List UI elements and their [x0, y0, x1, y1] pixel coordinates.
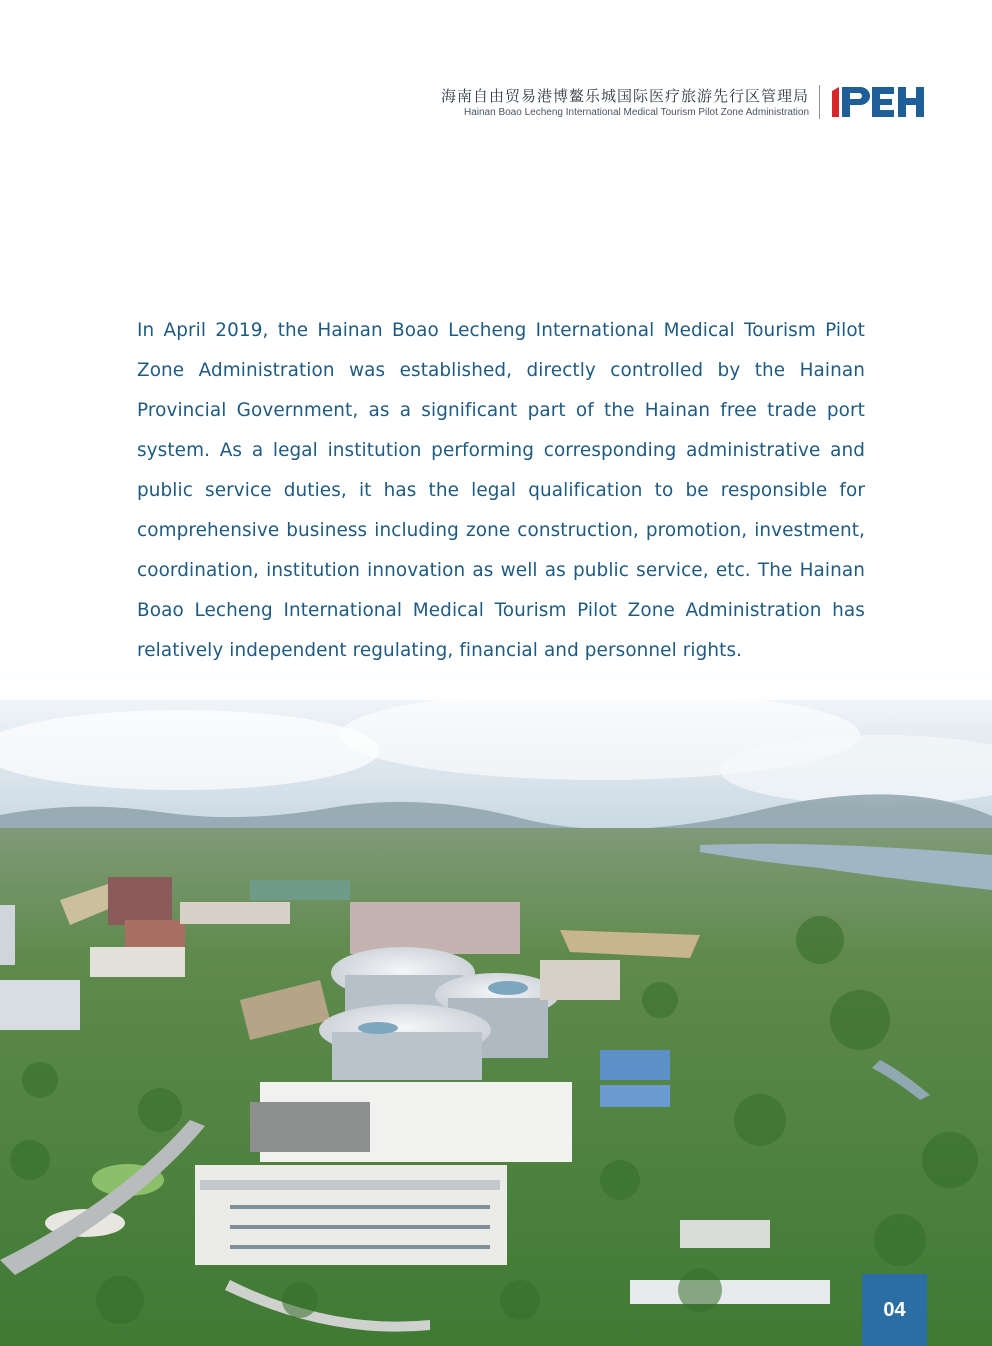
page-number-badge: 04 — [862, 1274, 927, 1346]
page-header — [441, 84, 926, 120]
ipeh-logo — [830, 85, 926, 119]
aerial-photo-lecheng — [0, 640, 992, 1346]
organization-name — [441, 86, 809, 119]
intro-paragraph: In April 2019, the Hainan Boao Lecheng International Medical Tourism Pilot Zone Administration was established, directly controlled by the Hainan Provincial Government, as a significant part of the Hainan free trade port system. As a legal institution performing corresponding administrative and public service duties, it has the legal qualification to be responsible for comprehensive business including zone construction, promotion, investment, coordination, institution innovation as well as public service, etc. The Hainan Boao Lecheng International Medical Tourism Pilot Zone Administration has relatively independent regulating, financial and personnel rights. — [137, 320, 865, 661]
organization-name-chinese: 海南自由贸易港博鳌乐城国际医疗旅游先行区管理局 — [440, 86, 809, 105]
organization-name-english: Hainan Boao Lecheng International Medical Tourism Pilot Zone Administration — [463, 106, 809, 118]
header-divider — [819, 85, 820, 119]
